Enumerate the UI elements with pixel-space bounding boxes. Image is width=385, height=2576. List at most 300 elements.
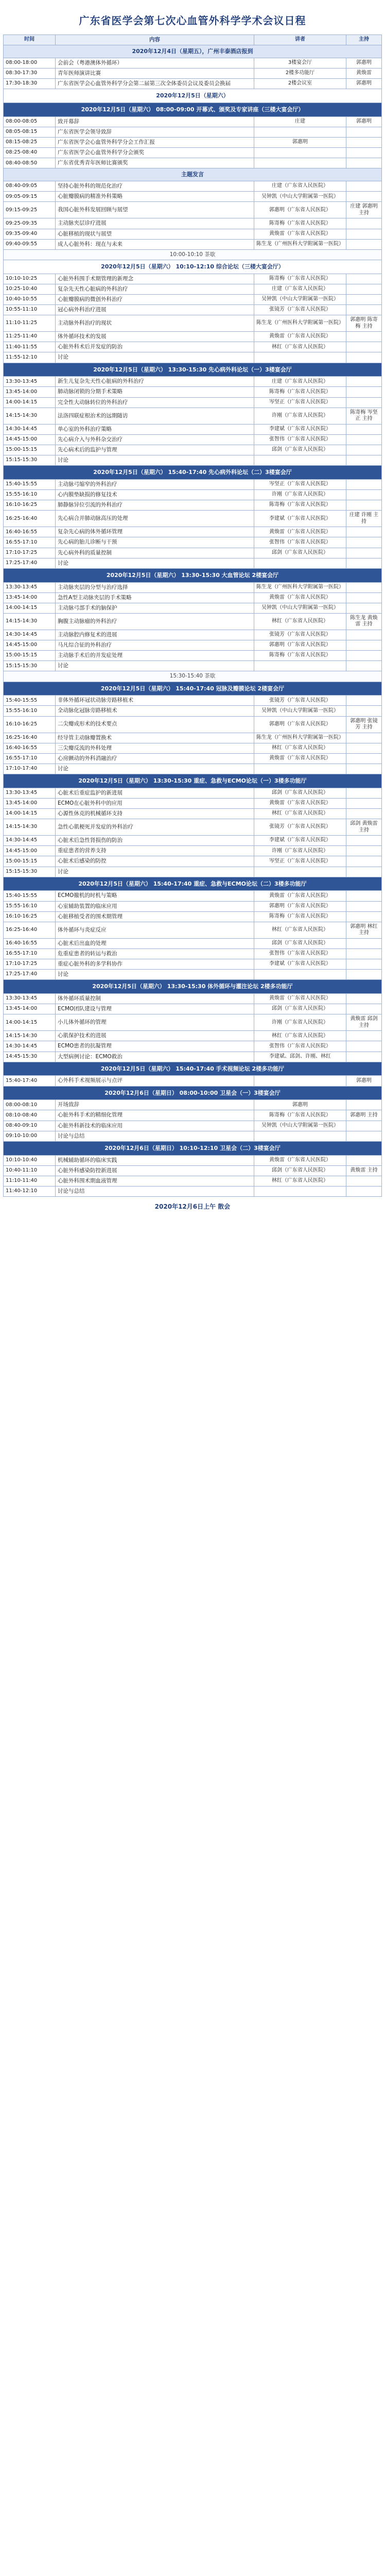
time-cell: 13:30-13:45 <box>4 582 56 592</box>
break-row <box>4 249 382 260</box>
speaker-cell: 张镜芳（广东省人民医院） <box>254 305 346 315</box>
time-cell: 17:25-17:40 <box>4 558 56 568</box>
chair-cell: 黄焕雷 邱剑 主持 <box>346 1014 382 1031</box>
table-row <box>4 911 382 922</box>
session-header <box>4 103 382 117</box>
speaker-cell: 郭惠明 <box>254 1100 346 1110</box>
topic-cell: 重症患者的营养支持 <box>56 846 254 856</box>
time-cell: 16:55-17:10 <box>4 948 56 959</box>
chair-cell <box>346 696 382 706</box>
chair-cell <box>346 1031 382 1041</box>
table-row <box>4 640 382 651</box>
speaker-cell: 李建斌（广东省人民医院） <box>254 836 346 846</box>
session-title: 2020年12月5日（星期六） 13:30-15:30 先心病外科论坛（一）3楼宴会厅 <box>4 363 382 377</box>
topic-cell: 心脏术后出血的处理 <box>56 938 254 948</box>
speaker-cell: 张镜芳（广东省人民医院） <box>254 696 346 706</box>
time-cell: 15:55-16:10 <box>4 901 56 911</box>
speaker-cell <box>254 764 346 774</box>
table-row <box>4 836 382 846</box>
speaker-cell <box>254 1186 346 1196</box>
time-cell: 14:30-14:45 <box>4 424 56 434</box>
session-header <box>4 1086 382 1100</box>
session-header <box>4 774 382 788</box>
table-row <box>4 537 382 548</box>
chair-cell <box>346 651 382 661</box>
table-row <box>4 1186 382 1196</box>
topic-cell: 心脏移植的现状与展望 <box>56 229 254 239</box>
speaker-cell: 林红（广东省人民医院） <box>254 1176 346 1186</box>
table-header-row <box>4 35 382 45</box>
table-row <box>4 511 382 527</box>
time-cell: 11:10-11:25 <box>4 315 56 332</box>
chair-cell: 邱剑 黄焕雷 主持 <box>346 819 382 836</box>
chair-cell <box>346 1041 382 1052</box>
chair-cell <box>346 891 382 901</box>
table-row <box>4 1131 382 1141</box>
table-row <box>4 479 382 489</box>
time-cell: 16:25-16:40 <box>4 733 56 743</box>
session-header <box>4 980 382 994</box>
table-row <box>4 764 382 774</box>
chair-cell <box>346 181 382 192</box>
chair-cell <box>346 537 382 548</box>
table-row <box>4 582 382 592</box>
topic-cell: 先心病术后的监护与管理 <box>56 445 254 455</box>
time-cell: 14:30-14:45 <box>4 630 56 640</box>
time-cell: 16:55-17:10 <box>4 537 56 548</box>
table-row <box>4 342 382 352</box>
chair-cell <box>346 959 382 970</box>
speaker-cell: 邱剑（广东省人民医院） <box>254 788 346 798</box>
table-row <box>4 239 382 249</box>
topic-cell: 全动脉化冠脉旁路移植术 <box>56 706 254 716</box>
speaker-cell: 郭惠明（广东省人民医院） <box>254 901 346 911</box>
time-cell: 17:10-17:40 <box>4 764 56 774</box>
topic-cell: ECMO患者的抗凝管理 <box>56 1041 254 1052</box>
speaker-cell: 李建斌、邱剑、许刚、林红 <box>254 1052 346 1062</box>
session-title: 2020年12月5日（星期六） 10:10-12:10 综合论坛（三楼大宴会厅） <box>4 260 382 274</box>
speaker-cell: 张镜芳（广东省人民医院） <box>254 819 346 836</box>
topic-cell: 讨论 <box>56 867 254 877</box>
chair-cell: 郭惠明 主持 <box>346 1110 382 1121</box>
chair-cell: 黄焕雷 <box>346 69 382 79</box>
time-cell: 11:25-11:40 <box>4 332 56 342</box>
time-cell: 08:00-08:05 <box>4 116 56 127</box>
topic-cell: 胸腹主动脉瘤的外科治疗 <box>56 613 254 630</box>
topic-cell: 冠心病外科治疗进展 <box>56 305 254 315</box>
time-cell: 16:40-16:55 <box>4 743 56 753</box>
time-cell: 13:30-13:45 <box>4 788 56 798</box>
table-row <box>4 387 382 397</box>
time-cell: 15:00-15:15 <box>4 445 56 455</box>
topic-cell: 心脏外科围术期血液管理 <box>56 1176 254 1186</box>
chair-cell <box>346 434 382 445</box>
chair-cell <box>346 938 382 948</box>
topic-cell: 心脏外科术后并发症的防治 <box>56 342 254 352</box>
chair-cell <box>346 743 382 753</box>
column-header-speaker: 讲者 <box>254 35 346 45</box>
session-header <box>4 682 382 696</box>
schedule-body <box>4 45 382 1197</box>
time-cell: 17:10-17:25 <box>4 548 56 558</box>
time-cell: 10:10-10:25 <box>4 274 56 284</box>
time-cell: 15:15-15:30 <box>4 455 56 466</box>
table-row <box>4 305 382 315</box>
time-cell: 08:25-08:40 <box>4 148 56 158</box>
table-row <box>4 948 382 959</box>
time-cell: 16:40-16:55 <box>4 938 56 948</box>
speaker-cell: 郭惠明 <box>254 138 346 148</box>
time-cell: 08:00-08:10 <box>4 1100 56 1110</box>
table-row <box>4 901 382 911</box>
chair-cell: 陈生龙 黄焕雷 主持 <box>346 613 382 630</box>
speaker-cell: 郭惠明（广东省人民医院） <box>254 202 346 218</box>
chair-cell: 庄建 郭惠明 主持 <box>346 202 382 218</box>
topic-cell: 主动脉夹层诊疗进展 <box>56 218 254 229</box>
topic-cell: 心脏瓣膜病的精准外科策略 <box>56 192 254 202</box>
speaker-cell: 2楼会议室 <box>254 79 346 89</box>
chair-cell <box>346 239 382 249</box>
time-cell: 11:55-12:10 <box>4 352 56 363</box>
topic-cell: 心脏瓣膜病的微创外科治疗 <box>56 294 254 304</box>
table-row <box>4 603 382 613</box>
speaker-cell: 庄建（广东省人民医院） <box>254 377 346 387</box>
schedule-page <box>0 0 385 1220</box>
time-cell: 15:40-15:55 <box>4 696 56 706</box>
closing-note: 2020年12月6日上午 散会 <box>154 1203 231 1210</box>
table-row <box>4 1165 382 1176</box>
column-header-topic: 内容 <box>56 35 254 45</box>
topic-cell: 心肌保护技术的进展 <box>56 1031 254 1041</box>
table-row <box>4 548 382 558</box>
chair-cell <box>346 1155 382 1165</box>
time-cell: 13:45-14:00 <box>4 592 56 603</box>
table-row <box>4 148 382 158</box>
table-row <box>4 455 382 466</box>
time-cell: 15:40-15:55 <box>4 891 56 901</box>
speaker-cell: 张智伟（广东省人民医院） <box>254 537 346 548</box>
speaker-cell: 岑坚正（广东省人民医院） <box>254 856 346 867</box>
speaker-cell: 邱剑（广东省人民医院） <box>254 938 346 948</box>
time-cell: 14:00-14:15 <box>4 1014 56 1031</box>
table-row <box>4 938 382 948</box>
time-cell: 13:30-13:45 <box>4 377 56 387</box>
session-title: 2020年12月5日（星期六） 08:00-09:00 开幕式、颁奖及专家讲座（三楼大宴会厅） <box>4 103 382 117</box>
chair-cell <box>346 846 382 856</box>
table-row <box>4 127 382 137</box>
table-row <box>4 315 382 332</box>
chair-cell <box>346 1052 382 1062</box>
speaker-cell: 许刚（广东省人民医院） <box>254 408 346 424</box>
table-row <box>4 733 382 743</box>
time-cell: 17:25-17:40 <box>4 970 56 980</box>
topic-cell: 广东省优秀青年医师比赛颁奖 <box>56 158 254 168</box>
time-cell: 16:25-16:40 <box>4 511 56 527</box>
topic-cell: 心脏外科感染防控新进展 <box>56 1165 254 1176</box>
speaker-cell: 林红（广东省人民医院） <box>254 809 346 819</box>
table-row <box>4 218 382 229</box>
table-row <box>4 1100 382 1110</box>
topic-cell: 先心病介入与外科杂交治疗 <box>56 434 254 445</box>
time-cell: 11:40-11:55 <box>4 342 56 352</box>
chair-cell <box>346 901 382 911</box>
break-label: 15:30-15:40 茶歇 <box>4 671 382 682</box>
topic-cell: 心脏术后感染的防控 <box>56 856 254 867</box>
session-header <box>4 1141 382 1155</box>
speaker-cell: 庄建 <box>254 116 346 127</box>
chair-cell: 郭惠明 <box>346 1076 382 1086</box>
session-header <box>4 363 382 377</box>
topic-cell: 先心病外科的质量控制 <box>56 548 254 558</box>
topic-cell: 坚持心脏外科的规范化治疗 <box>56 181 254 192</box>
speaker-cell: 黄焕雷（广东省人民医院） <box>254 891 346 901</box>
speaker-cell <box>254 1076 346 1086</box>
speaker-cell: 邱剑（广东省人民医院） <box>254 1165 346 1176</box>
chair-cell <box>346 305 382 315</box>
time-cell: 14:45-15:30 <box>4 1052 56 1062</box>
session-title: 2020年12月5日（星期六） 13:30-15:30 体外循环与灌注论坛 2楼多功能厅 <box>4 980 382 994</box>
chair-cell <box>346 1004 382 1014</box>
chair-cell <box>346 1186 382 1196</box>
topic-cell: 主动脉手术后的并发症处理 <box>56 651 254 661</box>
chair-cell: 黄焕雷 主持 <box>346 1165 382 1176</box>
speaker-cell: 2楼多功能厅 <box>254 69 346 79</box>
table-row <box>4 891 382 901</box>
topic-cell: 体外循环技术的发展 <box>56 332 254 342</box>
speaker-cell <box>254 352 346 363</box>
chair-cell <box>346 640 382 651</box>
table-row <box>4 696 382 706</box>
table-row <box>4 1076 382 1086</box>
speaker-cell: 许刚（广东省人民医院） <box>254 490 346 500</box>
document-title: 广东省医学会第七次心血管外科学学术会议日程 <box>79 14 306 27</box>
topic-cell: 大型病例讨论：ECMO救治 <box>56 1052 254 1062</box>
topic-cell: 主动脉腔内修复术的进展 <box>56 630 254 640</box>
chair-cell <box>346 294 382 304</box>
time-cell: 09:05-09:15 <box>4 192 56 202</box>
chair-cell <box>346 445 382 455</box>
speaker-cell: 林红（广东省人民医院） <box>254 342 346 352</box>
session-header <box>4 89 382 103</box>
topic-cell: 先心病的胎儿诊断与干预 <box>56 537 254 548</box>
table-row <box>4 294 382 304</box>
speaker-cell: 邱剑（广东省人民医院） <box>254 1004 346 1014</box>
speaker-cell: 吴钟凯（中山大学附属第一医院） <box>254 603 346 613</box>
time-cell: 09:35-09:40 <box>4 229 56 239</box>
chair-cell <box>346 1100 382 1110</box>
speaker-cell: 岑坚正（广东省人民医院） <box>254 479 346 489</box>
topic-cell: ECMO撤机的时机与策略 <box>56 891 254 901</box>
speaker-cell: 陈生龙（广州医科大学附属第一医院） <box>254 239 346 249</box>
table-row <box>4 819 382 836</box>
table-row <box>4 994 382 1004</box>
session-header <box>4 168 382 181</box>
topic-cell: 马凡综合征的外科治疗 <box>56 640 254 651</box>
chair-cell: 郭惠明 <box>346 116 382 127</box>
chair-cell <box>346 342 382 352</box>
topic-cell: 心脏术后急性肾损伤的防治 <box>56 836 254 846</box>
speaker-cell: 张智伟（广东省人民医院） <box>254 948 346 959</box>
topic-cell: 急性A型主动脉夹层的手术策略 <box>56 592 254 603</box>
topic-cell: ECMO在心脏外科中的应用 <box>56 798 254 808</box>
topic-cell: 新生儿复杂先天性心脏病的外科治疗 <box>56 377 254 387</box>
time-cell: 17:10-17:25 <box>4 959 56 970</box>
table-row <box>4 1004 382 1014</box>
topic-cell: 重症心脏外科的多学科协作 <box>56 959 254 970</box>
topic-cell: 小儿体外循环的管理 <box>56 1014 254 1031</box>
schedule-table <box>3 35 382 1197</box>
table-row <box>4 138 382 148</box>
chair-cell <box>346 352 382 363</box>
speaker-cell: 许刚（广东省人民医院） <box>254 846 346 856</box>
speaker-cell: 吴钟凯（中山大学附属第一医院） <box>254 1121 346 1131</box>
time-cell: 15:55-16:10 <box>4 490 56 500</box>
speaker-cell: 张智伟（广东省人民医院） <box>254 434 346 445</box>
time-cell: 13:30-13:45 <box>4 994 56 1004</box>
chair-cell <box>346 158 382 168</box>
column-header-time: 时间 <box>4 35 56 45</box>
chair-cell <box>346 582 382 592</box>
time-cell: 09:10-10:00 <box>4 1131 56 1141</box>
table-row <box>4 856 382 867</box>
speaker-cell: 吴钟凯（中山大学附属第一医院） <box>254 706 346 716</box>
topic-cell: 心室辅助装置的临床应用 <box>56 901 254 911</box>
topic-cell: 体外循环质量控制 <box>56 994 254 1004</box>
chair-cell: 郭惠明 <box>346 58 382 68</box>
time-cell: 10:40-10:55 <box>4 294 56 304</box>
topic-cell: 体外循环与炎症反应 <box>56 922 254 938</box>
table-row <box>4 613 382 630</box>
topic-cell: 肺动脉闭锁的分期手术策略 <box>56 387 254 397</box>
table-row <box>4 630 382 640</box>
table-row <box>4 434 382 445</box>
chair-cell <box>346 994 382 1004</box>
chair-cell: 郭惠明 张镜芳 主持 <box>346 716 382 733</box>
speaker-cell: 郭惠明（广东省人民医院） <box>254 640 346 651</box>
table-row <box>4 809 382 819</box>
topic-cell: 急性心肌梗死并发症的外科治疗 <box>56 819 254 836</box>
time-cell: 13:45-14:00 <box>4 1004 56 1014</box>
speaker-cell: 李建斌（广东省人民医院） <box>254 959 346 970</box>
topic-cell: 会前会（粤港澳体外循环） <box>56 58 254 68</box>
speaker-cell: 黄焕雷（广东省人民医院） <box>254 229 346 239</box>
time-cell: 17:30-18:30 <box>4 79 56 89</box>
topic-cell: 机械辅助循环的临床实践 <box>56 1155 254 1165</box>
chair-cell <box>346 127 382 137</box>
chair-cell <box>346 229 382 239</box>
speaker-cell: 陈寄梅（广东省人民医院） <box>254 1110 346 1121</box>
chair-cell <box>346 479 382 489</box>
topic-cell: 广东省医学会心血管外科学分会工作汇报 <box>56 138 254 148</box>
topic-cell: 讨论 <box>56 970 254 980</box>
time-cell: 08:30-17:30 <box>4 69 56 79</box>
topic-cell: 单心室的外科治疗策略 <box>56 424 254 434</box>
chair-cell <box>346 603 382 613</box>
table-row <box>4 377 382 387</box>
speaker-cell: 林红（广东省人民医院） <box>254 613 346 630</box>
topic-cell: ECMO团队建设与管理 <box>56 1004 254 1014</box>
speaker-cell: 黄焕雷（广东省人民医院） <box>254 1155 346 1165</box>
chair-cell <box>346 948 382 959</box>
table-row <box>4 352 382 363</box>
time-cell: 16:10-16:25 <box>4 716 56 733</box>
table-row <box>4 558 382 568</box>
chair-cell <box>346 764 382 774</box>
topic-cell: 开场致辞 <box>56 1100 254 1110</box>
table-row <box>4 959 382 970</box>
time-cell: 16:25-16:40 <box>4 922 56 938</box>
time-cell: 16:40-16:55 <box>4 527 56 537</box>
table-row <box>4 798 382 808</box>
speaker-cell: 吴钟凯（中山大学附属第一医院） <box>254 192 346 202</box>
topic-cell: 主动脉弓部手术的脑保护 <box>56 603 254 613</box>
speaker-cell <box>254 127 346 137</box>
speaker-cell <box>254 867 346 877</box>
topic-cell: 非体外循环冠状动脉旁路移植术 <box>56 696 254 706</box>
chair-cell <box>346 706 382 716</box>
time-cell: 16:10-16:25 <box>4 500 56 511</box>
speaker-cell: 许刚（广东省人民医院） <box>254 1014 346 1031</box>
table-row <box>4 846 382 856</box>
chair-cell <box>346 397 382 408</box>
session-title: 2020年12月6日（星期日） 08:00-10:00 卫星会（一）3楼宴会厅 <box>4 1086 382 1100</box>
time-cell: 16:55-17:10 <box>4 753 56 764</box>
chair-cell <box>346 218 382 229</box>
session-title: 2020年12月5日（星期六） 15:40-17:40 先心病外科论坛（二）3楼宴会厅 <box>4 466 382 480</box>
topic-cell: 我国心脏外科发展回顾与展望 <box>56 202 254 218</box>
table-row <box>4 69 382 79</box>
speaker-cell: 庄建（广东省人民医院） <box>254 181 346 192</box>
speaker-cell: 李建斌（广东省人民医院） <box>254 511 346 527</box>
chair-cell <box>346 284 382 294</box>
chair-cell <box>346 424 382 434</box>
time-cell: 11:10-11:40 <box>4 1176 56 1186</box>
time-cell: 08:10-08:40 <box>4 1110 56 1121</box>
speaker-cell: 陈寄梅（广东省人民医院） <box>254 500 346 511</box>
chair-cell: 郭惠明 <box>346 79 382 89</box>
speaker-cell: 林红（广东省人民医院） <box>254 1031 346 1041</box>
topic-cell: 法洛四联症根治术的远期随访 <box>56 408 254 424</box>
session-title: 2020年12月5日（星期六） 15:40-17:40 冠脉及瓣膜论坛 2楼宴会厅 <box>4 682 382 696</box>
chair-cell <box>346 387 382 397</box>
table-row <box>4 1052 382 1062</box>
table-row <box>4 1155 382 1165</box>
topic-cell: 心源性休克的机械循环支持 <box>56 809 254 819</box>
topic-cell: 心房颤动的外科消融治疗 <box>56 753 254 764</box>
table-row <box>4 202 382 218</box>
session-title: 2020年12月6日（星期日） 10:10-12:10 卫星会（二）3楼宴会厅 <box>4 1141 382 1155</box>
chair-cell <box>346 970 382 980</box>
chair-cell <box>346 490 382 500</box>
speaker-cell: 陈生龙（广州医科大学附属第一医院） <box>254 582 346 592</box>
chair-cell <box>346 138 382 148</box>
topic-cell: 复杂先天性心脏病的外科治疗 <box>56 284 254 294</box>
time-cell: 14:15-14:30 <box>4 1031 56 1041</box>
session-header <box>4 877 382 891</box>
time-cell: 15:00-15:15 <box>4 651 56 661</box>
speaker-cell: 吴钟凯（中山大学附属第一医院） <box>254 294 346 304</box>
chair-cell <box>346 592 382 603</box>
chair-cell <box>346 1121 382 1131</box>
session-header <box>4 45 382 58</box>
topic-cell: 心脏外科手术的精细化管理 <box>56 1110 254 1121</box>
topic-cell: 主动脉弓缩窄的外科治疗 <box>56 479 254 489</box>
speaker-cell: 黄焕雷（广东省人民医院） <box>254 332 346 342</box>
topic-cell: 复杂先心病的体外循环管理 <box>56 527 254 537</box>
time-cell: 15:15-15:30 <box>4 661 56 671</box>
time-cell: 15:40-17:40 <box>4 1076 56 1086</box>
topic-cell: 讨论 <box>56 764 254 774</box>
